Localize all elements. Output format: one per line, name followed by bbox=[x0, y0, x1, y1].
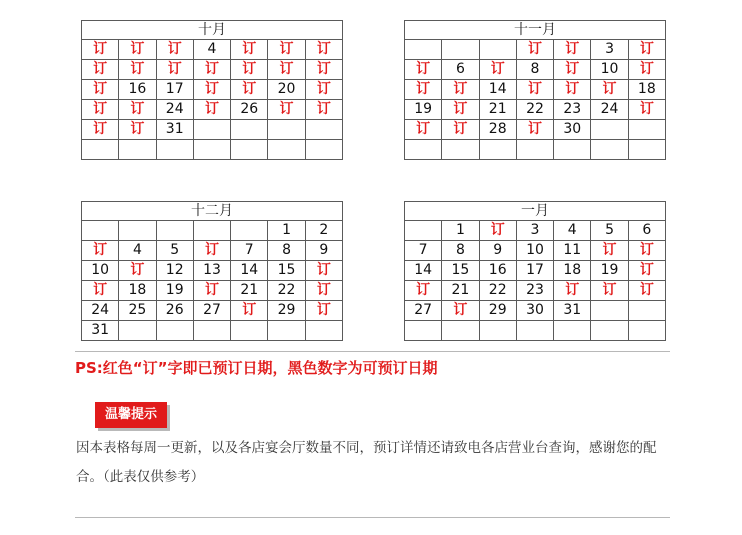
booked-day-cell: 订 bbox=[516, 120, 553, 140]
available-day-cell: 4 bbox=[119, 241, 156, 261]
week-row bbox=[82, 321, 343, 341]
available-day-cell: 18 bbox=[119, 281, 156, 301]
booked-day-cell: 订 bbox=[554, 281, 591, 301]
available-day-cell: 10 bbox=[591, 60, 628, 80]
available-day-cell: 20 bbox=[268, 80, 305, 100]
available-day-cell: 26 bbox=[231, 100, 268, 120]
available-day-cell: 10 bbox=[82, 261, 119, 281]
empty-day-cell bbox=[268, 140, 305, 160]
available-day-cell: 13 bbox=[193, 261, 230, 281]
week-row bbox=[405, 261, 666, 281]
week-row bbox=[82, 261, 343, 281]
empty-day-cell bbox=[591, 120, 628, 140]
booked-day-cell: 订 bbox=[231, 301, 268, 321]
empty-day-cell bbox=[119, 221, 156, 241]
booked-day-cell: 订 bbox=[628, 100, 665, 120]
week-row bbox=[82, 281, 343, 301]
available-day-cell: 29 bbox=[268, 301, 305, 321]
available-day-cell: 14 bbox=[479, 80, 516, 100]
empty-day-cell bbox=[628, 120, 665, 140]
available-day-cell: 31 bbox=[554, 301, 591, 321]
available-day-cell: 17 bbox=[156, 80, 193, 100]
week-row bbox=[82, 80, 343, 100]
available-day-cell: 8 bbox=[268, 241, 305, 261]
booked-day-cell: 订 bbox=[193, 100, 230, 120]
available-day-cell: 14 bbox=[231, 261, 268, 281]
available-day-cell: 2 bbox=[305, 221, 342, 241]
available-day-cell: 24 bbox=[156, 100, 193, 120]
booked-day-cell: 订 bbox=[193, 281, 230, 301]
available-day-cell: 5 bbox=[156, 241, 193, 261]
empty-day-cell bbox=[119, 140, 156, 160]
booked-day-cell: 订 bbox=[193, 80, 230, 100]
available-day-cell: 23 bbox=[516, 281, 553, 301]
available-day-cell: 23 bbox=[554, 100, 591, 120]
booked-day-cell: 订 bbox=[442, 120, 479, 140]
available-day-cell: 8 bbox=[516, 60, 553, 80]
empty-day-cell bbox=[628, 140, 665, 160]
booked-day-cell: 订 bbox=[82, 100, 119, 120]
available-day-cell: 1 bbox=[442, 221, 479, 241]
available-day-cell: 21 bbox=[479, 100, 516, 120]
empty-day-cell bbox=[479, 321, 516, 341]
available-day-cell: 27 bbox=[193, 301, 230, 321]
week-row bbox=[405, 321, 666, 341]
booked-day-cell: 订 bbox=[628, 281, 665, 301]
empty-day-cell bbox=[628, 321, 665, 341]
booked-day-cell: 订 bbox=[628, 60, 665, 80]
booked-day-cell: 订 bbox=[516, 80, 553, 100]
booked-day-cell: 订 bbox=[305, 281, 342, 301]
calendar-january bbox=[404, 201, 666, 341]
available-day-cell: 8 bbox=[442, 241, 479, 261]
week-row bbox=[405, 281, 666, 301]
divider-bottom bbox=[75, 517, 670, 518]
booked-day-cell: 订 bbox=[405, 120, 442, 140]
booked-day-cell: 订 bbox=[479, 60, 516, 80]
empty-day-cell bbox=[479, 140, 516, 160]
month-title: 十一月 bbox=[405, 21, 666, 40]
booked-day-cell: 订 bbox=[305, 100, 342, 120]
empty-day-cell bbox=[405, 221, 442, 241]
empty-day-cell bbox=[628, 301, 665, 321]
available-day-cell: 30 bbox=[516, 301, 553, 321]
empty-day-cell bbox=[305, 140, 342, 160]
available-day-cell: 4 bbox=[193, 40, 230, 60]
available-day-cell: 3 bbox=[516, 221, 553, 241]
available-day-cell: 15 bbox=[442, 261, 479, 281]
week-row bbox=[405, 100, 666, 120]
empty-day-cell bbox=[119, 321, 156, 341]
empty-day-cell bbox=[156, 221, 193, 241]
available-day-cell: 6 bbox=[628, 221, 665, 241]
week-row bbox=[82, 60, 343, 80]
booked-day-cell: 订 bbox=[554, 80, 591, 100]
available-day-cell: 14 bbox=[405, 261, 442, 281]
booked-day-cell: 订 bbox=[193, 241, 230, 261]
empty-day-cell bbox=[554, 321, 591, 341]
booked-day-cell: 订 bbox=[156, 60, 193, 80]
available-day-cell: 10 bbox=[516, 241, 553, 261]
booked-day-cell: 订 bbox=[405, 80, 442, 100]
empty-day-cell bbox=[193, 140, 230, 160]
available-day-cell: 22 bbox=[268, 281, 305, 301]
notice-text: 因本表格每周一更新，以及各店宴会厅数量不同，预订详情还请致电各店营业台查询，感谢您的配合。（此表仅供参考） bbox=[76, 440, 657, 485]
week-row bbox=[82, 40, 343, 60]
empty-day-cell bbox=[442, 321, 479, 341]
week-row bbox=[405, 140, 666, 160]
booked-day-cell: 订 bbox=[405, 281, 442, 301]
empty-day-cell bbox=[479, 40, 516, 60]
available-day-cell: 1 bbox=[268, 221, 305, 241]
booked-day-cell: 订 bbox=[628, 241, 665, 261]
empty-day-cell bbox=[305, 321, 342, 341]
available-day-cell: 9 bbox=[305, 241, 342, 261]
calendar-october bbox=[81, 20, 343, 160]
week-row bbox=[405, 40, 666, 60]
available-day-cell: 16 bbox=[119, 80, 156, 100]
available-day-cell: 19 bbox=[405, 100, 442, 120]
empty-day-cell bbox=[305, 120, 342, 140]
booked-day-cell: 订 bbox=[82, 281, 119, 301]
booked-day-cell: 订 bbox=[554, 60, 591, 80]
booked-day-cell: 订 bbox=[119, 120, 156, 140]
month-title: 一月 bbox=[405, 202, 666, 221]
booked-day-cell: 订 bbox=[268, 40, 305, 60]
booked-day-cell: 订 bbox=[405, 60, 442, 80]
available-day-cell: 24 bbox=[82, 301, 119, 321]
empty-day-cell bbox=[554, 140, 591, 160]
booked-day-cell: 订 bbox=[305, 40, 342, 60]
calendar-november bbox=[404, 20, 666, 160]
available-day-cell: 7 bbox=[405, 241, 442, 261]
booked-day-cell: 订 bbox=[628, 40, 665, 60]
booked-day-cell: 订 bbox=[305, 301, 342, 321]
empty-day-cell bbox=[193, 321, 230, 341]
empty-day-cell bbox=[591, 301, 628, 321]
divider-top bbox=[75, 351, 670, 352]
empty-day-cell bbox=[231, 221, 268, 241]
booked-day-cell: 订 bbox=[591, 241, 628, 261]
booked-day-cell: 订 bbox=[591, 281, 628, 301]
tip-badge: 温馨提示 bbox=[95, 402, 167, 428]
booked-day-cell: 订 bbox=[268, 100, 305, 120]
available-day-cell: 31 bbox=[82, 321, 119, 341]
available-day-cell: 21 bbox=[442, 281, 479, 301]
available-day-cell: 30 bbox=[554, 120, 591, 140]
booked-day-cell: 订 bbox=[442, 100, 479, 120]
month-title: 十二月 bbox=[82, 202, 343, 221]
available-day-cell: 6 bbox=[442, 60, 479, 80]
booked-day-cell: 订 bbox=[554, 40, 591, 60]
empty-day-cell bbox=[516, 321, 553, 341]
calendar-december bbox=[81, 201, 343, 341]
week-row bbox=[405, 221, 666, 241]
available-day-cell: 4 bbox=[554, 221, 591, 241]
available-day-cell: 28 bbox=[479, 120, 516, 140]
empty-day-cell bbox=[193, 120, 230, 140]
available-day-cell: 11 bbox=[554, 241, 591, 261]
booked-day-cell: 订 bbox=[305, 60, 342, 80]
empty-day-cell bbox=[516, 140, 553, 160]
week-row bbox=[82, 100, 343, 120]
available-day-cell: 15 bbox=[268, 261, 305, 281]
booked-day-cell: 订 bbox=[442, 80, 479, 100]
empty-day-cell bbox=[193, 221, 230, 241]
booked-day-cell: 订 bbox=[516, 40, 553, 60]
week-row bbox=[405, 120, 666, 140]
booked-day-cell: 订 bbox=[231, 60, 268, 80]
empty-day-cell bbox=[442, 140, 479, 160]
available-day-cell: 19 bbox=[591, 261, 628, 281]
available-day-cell: 19 bbox=[156, 281, 193, 301]
empty-day-cell bbox=[405, 140, 442, 160]
week-row bbox=[405, 301, 666, 321]
available-day-cell: 29 bbox=[479, 301, 516, 321]
available-day-cell: 12 bbox=[156, 261, 193, 281]
empty-day-cell bbox=[442, 40, 479, 60]
empty-day-cell bbox=[231, 140, 268, 160]
empty-day-cell bbox=[268, 120, 305, 140]
booked-day-cell: 订 bbox=[82, 120, 119, 140]
available-day-cell: 22 bbox=[479, 281, 516, 301]
available-day-cell: 5 bbox=[591, 221, 628, 241]
available-day-cell: 3 bbox=[591, 40, 628, 60]
available-day-cell: 18 bbox=[554, 261, 591, 281]
empty-day-cell bbox=[82, 140, 119, 160]
empty-day-cell bbox=[268, 321, 305, 341]
week-row bbox=[405, 60, 666, 80]
available-day-cell: 16 bbox=[479, 261, 516, 281]
booked-day-cell: 订 bbox=[591, 80, 628, 100]
legend-text: PS:红色“订”字即已预订日期，黑色数字为可预订日期 bbox=[75, 359, 438, 377]
empty-day-cell bbox=[591, 140, 628, 160]
booked-day-cell: 订 bbox=[82, 80, 119, 100]
week-row bbox=[82, 120, 343, 140]
booked-day-cell: 订 bbox=[479, 221, 516, 241]
booked-day-cell: 订 bbox=[82, 241, 119, 261]
month-title: 十月 bbox=[82, 21, 343, 40]
booked-day-cell: 订 bbox=[193, 60, 230, 80]
available-day-cell: 9 bbox=[479, 241, 516, 261]
booked-day-cell: 订 bbox=[156, 40, 193, 60]
empty-day-cell bbox=[82, 221, 119, 241]
booked-day-cell: 订 bbox=[305, 80, 342, 100]
available-day-cell: 7 bbox=[231, 241, 268, 261]
empty-day-cell bbox=[231, 321, 268, 341]
booked-day-cell: 订 bbox=[119, 40, 156, 60]
available-day-cell: 22 bbox=[516, 100, 553, 120]
booked-day-cell: 订 bbox=[82, 40, 119, 60]
available-day-cell: 21 bbox=[231, 281, 268, 301]
booked-day-cell: 订 bbox=[231, 40, 268, 60]
booked-day-cell: 订 bbox=[119, 100, 156, 120]
empty-day-cell bbox=[156, 321, 193, 341]
empty-day-cell bbox=[231, 120, 268, 140]
week-row bbox=[82, 140, 343, 160]
available-day-cell: 31 bbox=[156, 120, 193, 140]
empty-day-cell bbox=[405, 321, 442, 341]
week-row bbox=[82, 241, 343, 261]
booked-day-cell: 订 bbox=[442, 301, 479, 321]
available-day-cell: 18 bbox=[628, 80, 665, 100]
booked-day-cell: 订 bbox=[82, 60, 119, 80]
empty-day-cell bbox=[156, 140, 193, 160]
booked-day-cell: 订 bbox=[231, 80, 268, 100]
booked-day-cell: 订 bbox=[628, 261, 665, 281]
week-row bbox=[405, 80, 666, 100]
empty-day-cell bbox=[591, 321, 628, 341]
booked-day-cell: 订 bbox=[119, 261, 156, 281]
available-day-cell: 26 bbox=[156, 301, 193, 321]
week-row bbox=[405, 241, 666, 261]
week-row bbox=[82, 221, 343, 241]
empty-day-cell bbox=[405, 40, 442, 60]
available-day-cell: 25 bbox=[119, 301, 156, 321]
booked-day-cell: 订 bbox=[268, 60, 305, 80]
available-day-cell: 27 bbox=[405, 301, 442, 321]
available-day-cell: 17 bbox=[516, 261, 553, 281]
week-row bbox=[82, 301, 343, 321]
booked-day-cell: 订 bbox=[119, 60, 156, 80]
available-day-cell: 24 bbox=[591, 100, 628, 120]
booked-day-cell: 订 bbox=[305, 261, 342, 281]
